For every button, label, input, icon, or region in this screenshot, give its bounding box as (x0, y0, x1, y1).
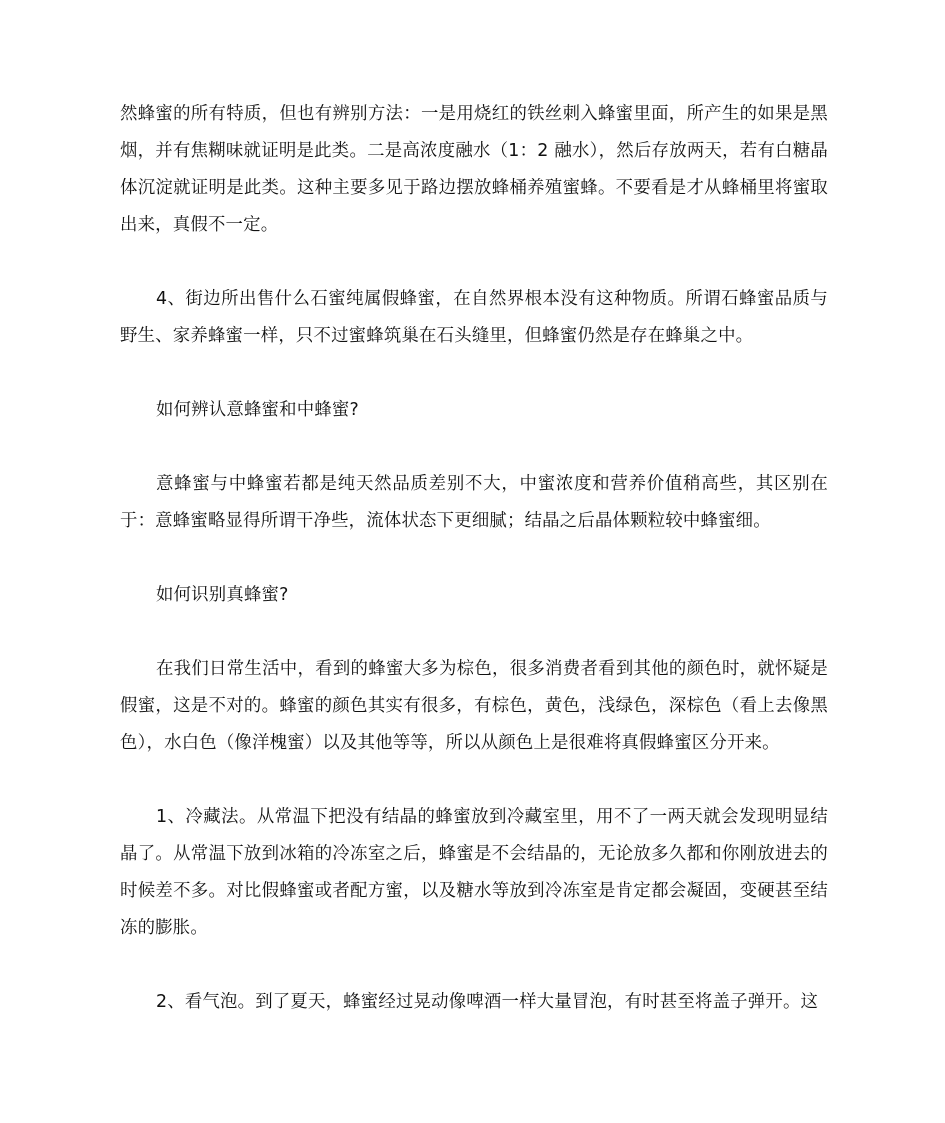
paragraph-refrigeration-method: 1、冷藏法。从常温下把没有结晶的蜂蜜放到冷藏室里，用不了一两天就会发现明显结晶了。从常温下放到冰箱的冷冻室之后，蜂蜜是不会结晶的，无论放多久都和你刚放进去的时候差不多。对比假蜂蜜或者配方蜜，以及糖水等放到冷冻室是肯定都会凝固，变硬甚至结冻的膨胀。 (120, 807, 828, 938)
paragraph-stone-honey: 4、街边所出售什么石蜜纯属假蜂蜜，在自然界根本没有这种物质。所谓石蜂蜜品质与野生、家养蜂蜜一样，只不过蜜蜂筑巢在石头缝里，但蜂蜜仍然是存在蜂巢之中。 (120, 289, 828, 346)
paragraph-gap (120, 947, 828, 984)
paragraph-gap (120, 762, 828, 799)
paragraph-italian-vs-chinese: 意蜂蜜与中蜂蜜若都是纯天然品质差别不大，中蜜浓度和营养价值稍高些，其区别在于：意蜂蜜略显得所谓干净些，流体状态下更细腻；结晶之后晶体颗粒较中蜂蜜细。 (120, 474, 828, 531)
question-heading-identify-real-honey: 如何识别真蜂蜜? (156, 585, 289, 605)
paragraph-gap (120, 540, 828, 577)
paragraph-gap (120, 244, 828, 281)
paragraph-gap (120, 355, 828, 392)
paragraph-gap (120, 614, 828, 651)
paragraph-bubbles-method: 2、看气泡。到了夏天，蜂蜜经过晃动像啤酒一样大量冒泡，有时甚至将盖子弹开。这 (156, 992, 819, 1012)
paragraph-continuation: 然蜂蜜的所有特质，但也有辨别方法：一是用烧红的铁丝刺入蜂蜜里面，所产生的如果是黑烟，并有焦糊味就证明是此类。二是高浓度融水（1：2 融水），然后存放两天，若有白糖晶体沉淀就证明是此类。这种主要多见于路边摆放蜂桶养殖蜜蜂。不要看是才从蜂桶里将蜜取出来，真假不一定。 (120, 104, 828, 235)
question-heading-italian-chinese-honey: 如何辨认意蜂蜜和中蜂蜜? (156, 400, 359, 420)
paragraph-gap (120, 429, 828, 466)
paragraph-honey-colors: 在我们日常生活中，看到的蜂蜜大多为棕色，很多消费者看到其他的颜色时，就怀疑是假蜜，这是不对的。蜂蜜的颜色其实有很多，有棕色，黄色，浅绿色，深棕色（看上去像黑色），水白色（像洋槐蜜）以及其他等等，所以从颜色上是很难将真假蜂蜜区分开来。 (120, 659, 828, 753)
document-page (120, 96, 828, 1021)
